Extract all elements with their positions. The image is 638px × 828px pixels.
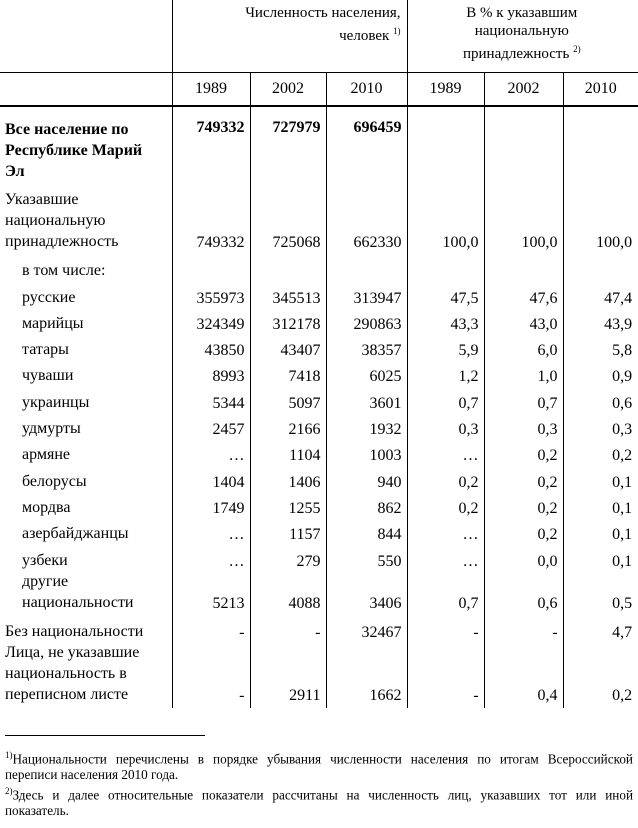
cell-value	[326, 255, 407, 281]
header-percent-share: В % к указавшим национальную принадлежность $^{2)}$	[407, 0, 638, 73]
table-row	[0, 308, 638, 334]
cell-value: -	[172, 616, 250, 642]
cell-value: 0,6	[612, 394, 633, 412]
row-label: Все население по Республике Марий Эл	[0, 106, 172, 189]
cell-value: 4,7	[612, 623, 633, 641]
cell-value: 1,0	[484, 360, 563, 386]
year-header: 2010	[563, 73, 638, 107]
cell-value: 47,5	[407, 281, 484, 307]
cell-value: 1404	[172, 465, 250, 491]
cell-value: 312178	[250, 308, 326, 334]
cell-value: 550	[326, 544, 407, 570]
cell-value: 100,0	[596, 234, 633, 251]
cell-value: 5,8	[612, 342, 633, 360]
cell-value: 0,5	[612, 594, 633, 612]
header-stub-years	[0, 73, 172, 107]
cell-value: 43,0	[484, 308, 563, 334]
cell-value: 0,0	[484, 544, 563, 570]
table-row	[0, 544, 638, 570]
cell-value: 1255	[250, 492, 326, 518]
header-stub	[0, 0, 172, 73]
cell-value: 0,3	[407, 413, 484, 439]
cell-value	[484, 106, 563, 189]
cell-value: 43407	[250, 334, 326, 360]
cell-value: 7418	[250, 360, 326, 386]
row-label: в том числе:	[0, 255, 172, 281]
cell-value: 0,2	[612, 686, 633, 704]
table-row	[0, 255, 638, 281]
cell-value: 290863	[326, 308, 407, 334]
cell-value: 1,2	[407, 360, 484, 386]
cell-value: 5,9	[407, 334, 484, 360]
cell-value: 0,2	[612, 447, 633, 465]
cell-value: 0,4	[484, 642, 563, 708]
cell-value: 1932	[326, 413, 407, 439]
cell-value: 32467	[326, 616, 407, 642]
cell-value: 696459	[326, 106, 407, 189]
cell-value: 0,2	[484, 465, 563, 491]
row-label: украинцы	[0, 386, 172, 412]
row-label: марийцы	[0, 308, 172, 334]
row-label: Указавшие национальную принадлежность	[0, 189, 172, 255]
cell-value	[172, 255, 250, 281]
cell-value: 1662	[326, 642, 407, 708]
cell-value: 100,0	[407, 189, 484, 255]
cell-value: 5097	[250, 386, 326, 412]
footnote-2: $^{2)}$Здесь и далее относительные показатели рассчитаны на численность лиц, указавших тот или иной показатель.	[5, 786, 633, 819]
cell-value: 725068	[250, 189, 326, 255]
row-label: армяне	[0, 439, 172, 465]
cell-value: 0,9	[612, 368, 633, 386]
cell-value: 355973	[172, 281, 250, 307]
cell-value	[563, 255, 638, 281]
year-header: 1989	[172, 73, 250, 107]
cell-value: 43,9	[604, 315, 633, 333]
table-row	[0, 571, 638, 616]
cell-value: 6025	[326, 360, 407, 386]
cell-value: 0,7	[484, 386, 563, 412]
table-row	[0, 616, 638, 642]
cell-value: 8993	[172, 360, 250, 386]
cell-value: 2457	[172, 413, 250, 439]
cell-value: 100,0	[484, 189, 563, 255]
table-row	[0, 413, 638, 439]
header-population-count: Численность населения, человек $^{1)}$	[172, 0, 407, 73]
cell-value: 5344	[172, 386, 250, 412]
row-label: Лица, не указавшие национальность в переписном листе	[0, 642, 172, 708]
cell-value: 0,2	[484, 492, 563, 518]
year-header: 1989	[407, 73, 484, 107]
cell-value: 0,6	[484, 571, 563, 616]
row-label: азербайджанцы	[0, 518, 172, 544]
cell-value: …	[407, 518, 484, 544]
cell-value: 38357	[326, 334, 407, 360]
row-label: Без национальности	[0, 616, 172, 642]
cell-value: 0,2	[484, 439, 563, 465]
table-row	[0, 642, 638, 708]
table-row	[0, 360, 638, 386]
cell-value: 0,2	[407, 465, 484, 491]
cell-value: 279	[250, 544, 326, 570]
cell-value: …	[407, 439, 484, 465]
cell-value: 1157	[250, 518, 326, 544]
cell-value: 844	[326, 518, 407, 544]
cell-value	[484, 255, 563, 281]
cell-value: 0,7	[407, 571, 484, 616]
footnote-1: $^{1)}$Национальности перечислены в порядке убывания численности населения по итогам Всероссийской переписи населения 2010 года.	[5, 750, 633, 783]
cell-value: …	[407, 544, 484, 570]
year-header: 2010	[326, 73, 407, 107]
table-row	[0, 106, 638, 189]
cell-value: 3406	[326, 571, 407, 616]
cell-value: -	[250, 616, 326, 642]
cell-value: 0,2	[484, 518, 563, 544]
cell-value: -	[407, 616, 484, 642]
cell-value: …	[172, 518, 250, 544]
cell-value: …	[172, 439, 250, 465]
table-row	[0, 386, 638, 412]
cell-value: 940	[326, 465, 407, 491]
year-header: 2002	[484, 73, 563, 107]
cell-value: …	[172, 544, 250, 570]
table-row	[0, 465, 638, 491]
cell-value: 313947	[326, 281, 407, 307]
cell-value: 749332	[172, 189, 250, 255]
table-row	[0, 492, 638, 518]
cell-value: 345513	[250, 281, 326, 307]
row-label: узбеки	[0, 544, 172, 570]
cell-value: 749332	[172, 106, 250, 189]
cell-value	[563, 106, 638, 189]
table-row	[0, 281, 638, 307]
cell-value: 662330	[326, 189, 407, 255]
cell-value: 727979	[250, 106, 326, 189]
cell-value: 43850	[172, 334, 250, 360]
table-row	[0, 439, 638, 465]
row-label: другие национальности	[0, 571, 172, 616]
cell-value: -	[407, 642, 484, 708]
cell-value: 0,2	[407, 492, 484, 518]
cell-value: 0,7	[407, 386, 484, 412]
cell-value: 4088	[250, 571, 326, 616]
cell-value	[407, 255, 484, 281]
cell-value: 1104	[250, 439, 326, 465]
cell-value	[250, 255, 326, 281]
cell-value: 47,4	[604, 289, 633, 307]
cell-value: 862	[326, 492, 407, 518]
cell-value: 1406	[250, 465, 326, 491]
cell-value: 0,1	[612, 552, 633, 570]
year-header: 2002	[250, 73, 326, 107]
row-label: белорусы	[0, 465, 172, 491]
cell-value: -	[484, 616, 563, 642]
row-label: удмурты	[0, 413, 172, 439]
cell-value: 6,0	[484, 334, 563, 360]
table-row	[0, 334, 638, 360]
cell-value: 0,1	[612, 473, 633, 491]
cell-value: 0,1	[612, 526, 633, 544]
row-label: русские	[0, 281, 172, 307]
cell-value: 47,6	[484, 281, 563, 307]
cell-value: 1749	[172, 492, 250, 518]
row-label: татары	[0, 334, 172, 360]
cell-value	[407, 106, 484, 189]
cell-value: 0,1	[612, 499, 633, 517]
cell-value: 3601	[326, 386, 407, 412]
row-label: мордва	[0, 492, 172, 518]
cell-value: 2166	[250, 413, 326, 439]
row-label: чуваши	[0, 360, 172, 386]
table-row	[0, 189, 638, 255]
cell-value: 0,3	[612, 421, 633, 439]
cell-value: 2911	[250, 642, 326, 708]
cell-value: 0,3	[484, 413, 563, 439]
cell-value: 1003	[326, 439, 407, 465]
cell-value: 324349	[172, 308, 250, 334]
cell-value: 5213	[172, 571, 250, 616]
cell-value: 43,3	[407, 308, 484, 334]
cell-value: -	[172, 642, 250, 708]
table-row	[0, 518, 638, 544]
footnote-rule	[5, 735, 205, 736]
